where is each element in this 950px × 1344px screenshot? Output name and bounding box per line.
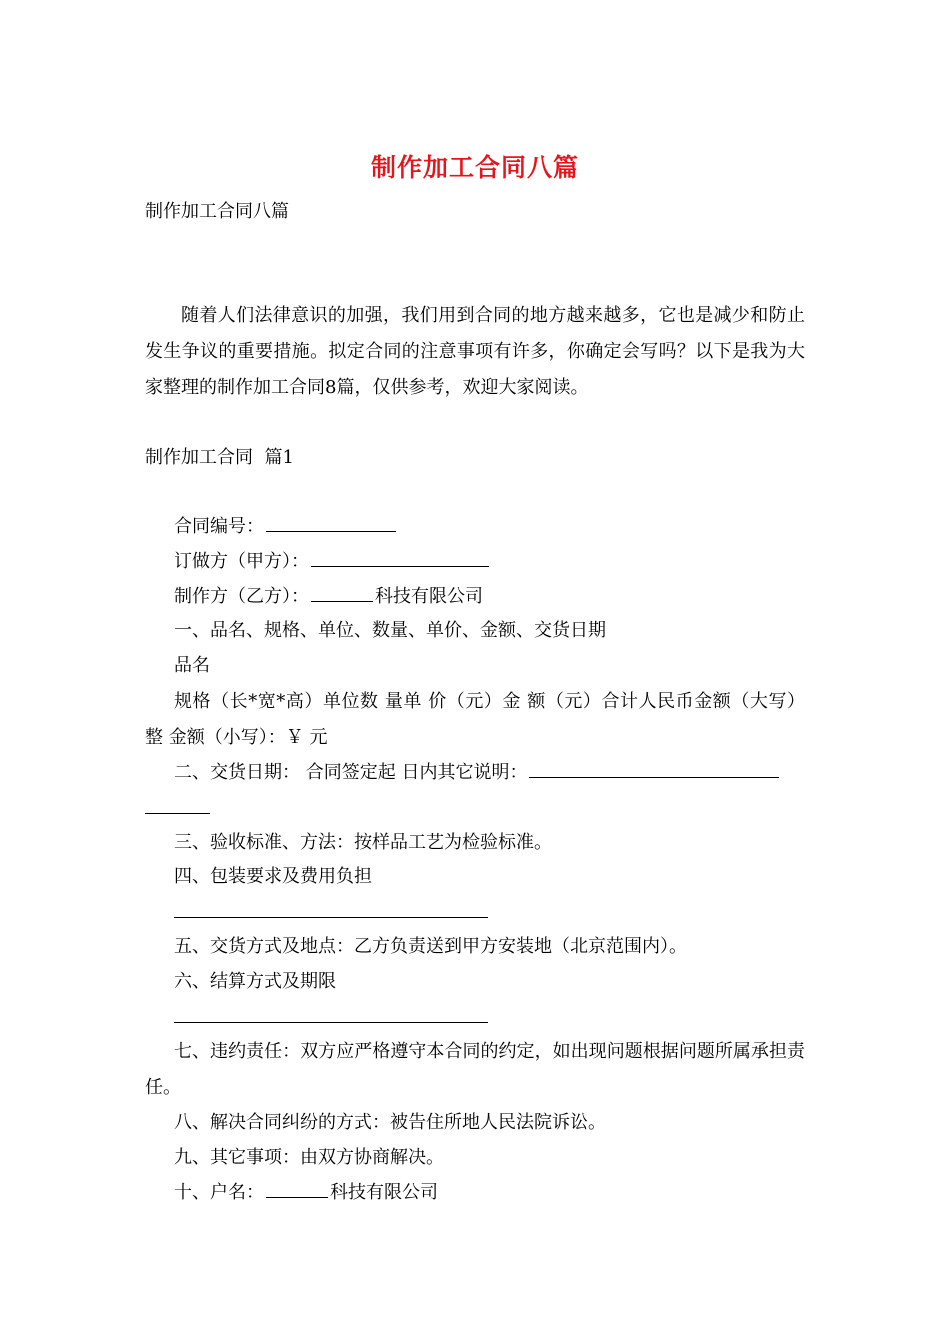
- clause-2: [145, 756, 805, 791]
- document-title: 制作加工合同八篇: [370, 153, 579, 182]
- clause-6-blank-line: [145, 1000, 805, 1035]
- contract-number-blank: [266, 513, 396, 532]
- maker-line: [145, 580, 805, 615]
- contract-body: [145, 510, 805, 1211]
- clause-8: 八、解决合同纠纷的方式：被告住所地人民法院诉讼。: [174, 1112, 606, 1134]
- clause-10: [145, 1176, 805, 1211]
- maker-blank: [311, 583, 373, 602]
- orderer-line: [145, 545, 805, 580]
- document-subtitle: 制作加工合同八篇: [145, 201, 289, 222]
- maker-label: 制作方（乙方）：: [174, 585, 309, 607]
- product-name-line: 品名: [174, 655, 210, 677]
- clause-7: 七、违约责任：双方应严格遵守本合同的约定，如出现问题根据问题所属承担责任。: [145, 1041, 805, 1099]
- orderer-label: 订做方（甲方）：: [174, 550, 309, 572]
- clause-3: 三、验收标准、方法：按样品工艺为检验标准。: [174, 831, 552, 853]
- clause-4-blank: [174, 917, 488, 918]
- clause-2-text: 二、交货日期： 合同签定起 日内其它说明：: [174, 761, 528, 783]
- contract-number-label: 合同编号：: [174, 516, 264, 537]
- clause-4-blank-line: [145, 895, 805, 930]
- contract-number-line: [145, 510, 805, 545]
- spec-line: 规格（长*宽*高）单位数 量单 价（元）金 额（元）合计人民币金额（大写） 整 金额（小写）：￥ 元: [145, 690, 805, 748]
- intro-paragraph: 随着人们法律意识的加强，我们用到合同的地方越来越多，它也是减少和防止发生争议的重要措施。拟定合同的注意事项有许多，你确定会写吗？以下是我为大家整理的制作加工合同8篇，仅供参考，欢迎大家阅读。: [145, 305, 805, 398]
- clause-10-label: 十、户名：: [174, 1181, 264, 1203]
- clause-9: 九、其它事项：由双方协商解决。: [174, 1147, 444, 1169]
- clause-2-blank: [529, 761, 779, 778]
- clause-2-blank-continued: [145, 813, 210, 814]
- clause-6-blank: [174, 1022, 488, 1023]
- orderer-blank: [311, 548, 489, 567]
- clause-10-blank: [266, 1179, 328, 1198]
- clause-1: 一、品名、规格、单位、数量、单价、金额、交货日期: [174, 620, 606, 642]
- maker-suffix: 科技有限公司: [375, 585, 483, 607]
- clause-4: 四、包装要求及费用负担: [174, 866, 372, 888]
- section-heading: 制作加工合同 篇1: [145, 447, 294, 468]
- clause-6: 六、结算方式及期限: [174, 970, 336, 992]
- clause-2-continuation: [145, 791, 805, 826]
- clause-5: 五、交货方式及地点：乙方负责送到甲方安装地（北京范围内）。: [174, 935, 687, 957]
- clause-10-suffix: 科技有限公司: [330, 1181, 438, 1203]
